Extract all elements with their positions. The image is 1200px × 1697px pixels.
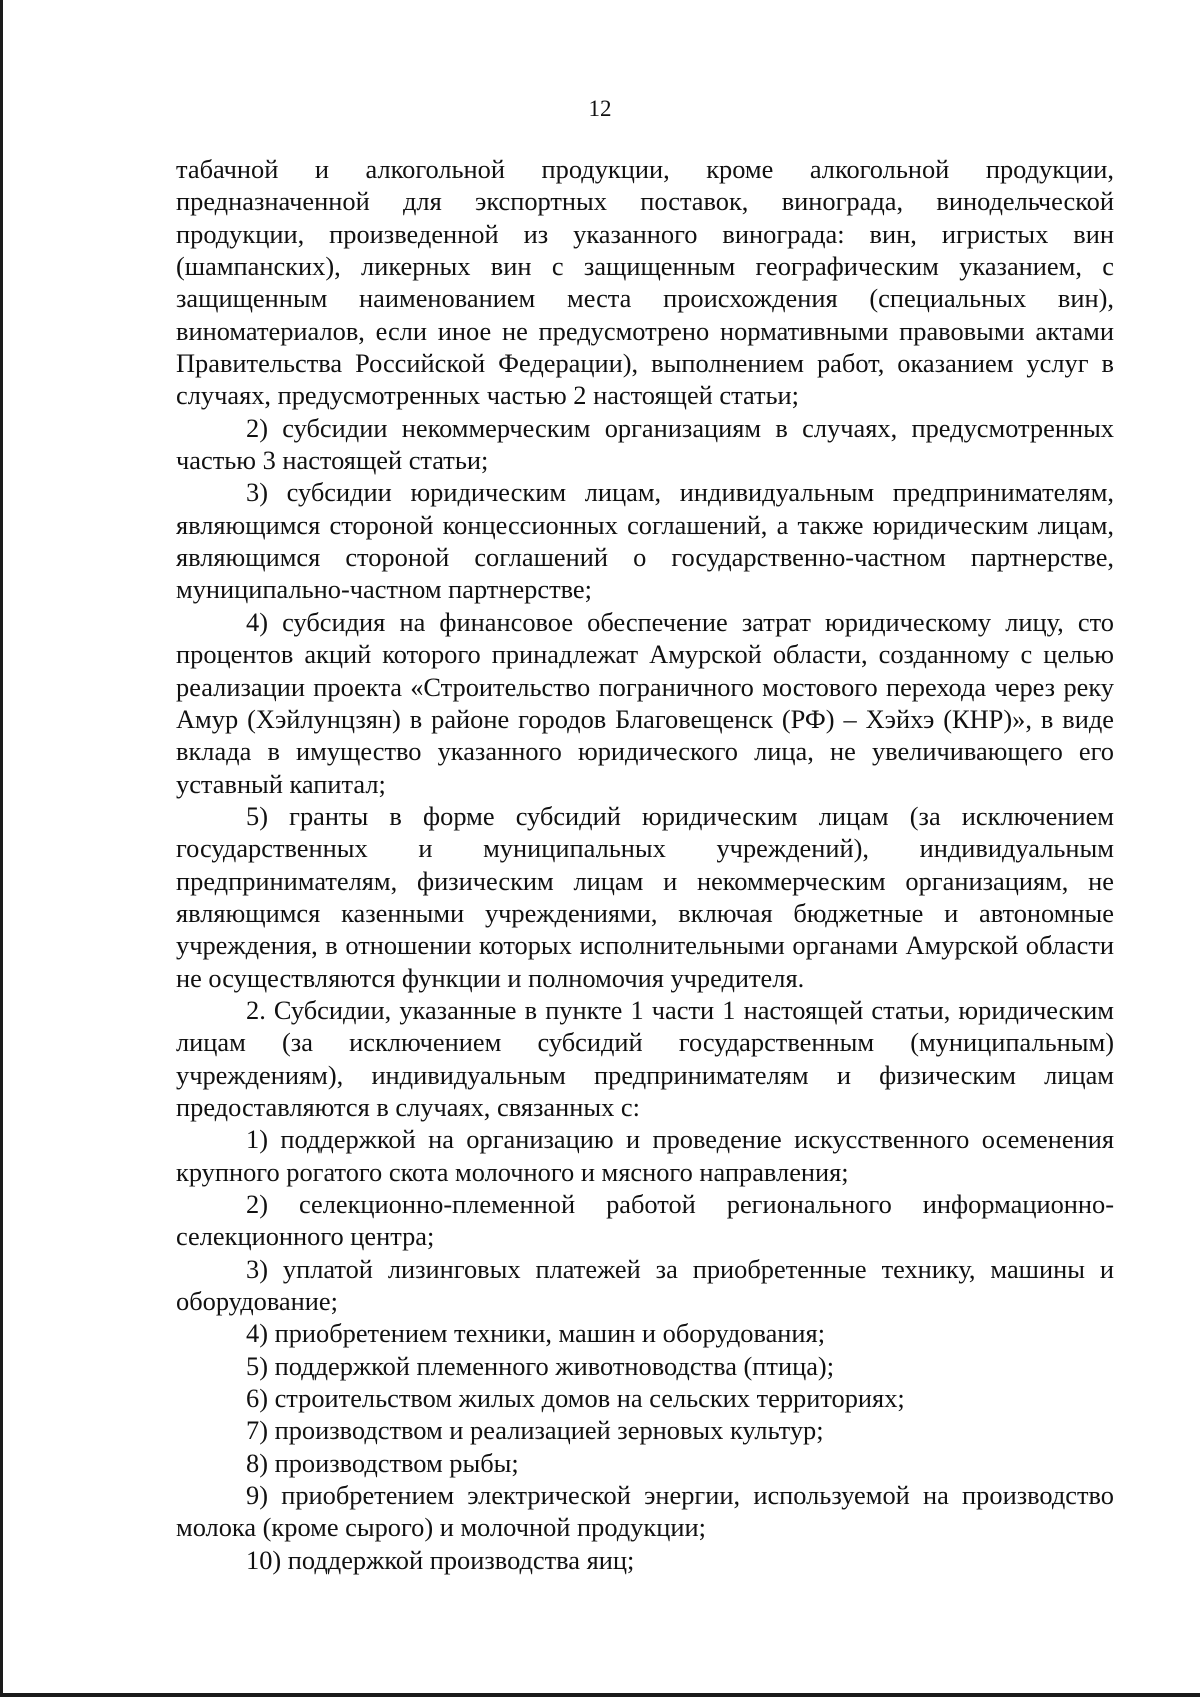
list-item-9: 9) приобретением электрической энергии, используемой на производство молока (кроме сырого) и молочной продукции; (176, 1480, 1114, 1543)
list-item-2: 2) селекционно-племенной работой регионального информационно-селекционного центра; (176, 1189, 1114, 1252)
scan-border-bottom (0, 1693, 1200, 1697)
list-item-10: 10) поддержкой производства яиц; (246, 1544, 635, 1575)
paragraph-continuation: табачной и алкогольной продукции, кроме алкогольной продукции, предназначенной для экспортных поставок, винограда, винодельческой продукции, произведенной из указанного винограда: вин, игристых вин (шампанских), ликерных вин с защищенным географическим указанием, с защищенным наименованием места происхождения (специальных вин), виноматериалов, если иное не предусмотрено нормативными правовыми актами Правительства Российской Федерации), выполнением работ, оказанием услуг в случаях, предусмотренных частью 2 настоящей статьи; (176, 154, 1114, 411)
paragraph-item-3-concession-subsidies: 3) субсидии юридическим лицам, индивидуальным предпринимателям, являющимся стороной концессионных соглашений, а также юридическим лицам, являющимся стороной соглашений о государственно-частном партнерстве, муниципально-частном партнерстве; (176, 477, 1114, 605)
list-item-3: 3) уплатой лизинговых платежей за приобретенные технику, машины и оборудование; (176, 1253, 1114, 1317)
list-item-1: 1) поддержкой на организацию и проведение искусственного осеменения крупного рогатого скота молочного и мясного направления; (176, 1124, 1114, 1187)
list-item-4: 4) приобретением техники, машин и оборудования; (246, 1318, 826, 1349)
scan-border-left (0, 0, 3, 1697)
list-item-8: 8) производством рыбы; (246, 1447, 519, 1478)
page-number: 12 (588, 96, 612, 121)
paragraph-section-2: 2. Субсидии, указанные в пункте 1 части 1 настоящей статьи, юридическим лицам (за исключением субсидий государственным (муниципальным) учреждениям), индивидуальным предпринимателям и физическим лицам предоставляются в случаях, связанных с: (176, 994, 1114, 1122)
list-item-6: 6) строительством жилых домов на сельских территориях; (246, 1383, 905, 1414)
list-item-5: 5) поддержкой племенного животноводства (птица); (246, 1350, 835, 1381)
paragraph-item-2-nonprofit-subsidies: 2) субсидии некоммерческим организациям в случаях, предусмотренных частью 3 настоящей статьи; (176, 412, 1114, 476)
paragraph-item-5-grants: 5) гранты в форме субсидий юридическим лицам (за исключением государственных и муниципальных учреждений), индивидуальным предпринимателям, физическим лицам и некоммерческим организациям, не являющимся казенными учреждениями, включая бюджетные и автономные учреждения, в отношении которых исполнительными органами Амурской области не осуществляются функции и полномочия учредителя. (176, 800, 1114, 993)
list-item-7: 7) производством и реализацией зерновых культур; (246, 1415, 824, 1446)
paragraph-item-4-bridge-subsidy: 4) субсидия на финансовое обеспечение затрат юридическому лицу, сто процентов акций которого принадлежат Амурской области, созданному с целью реализации проекта «Строительство пограничного мостового перехода через реку Амур (Хэйлунцзян) в районе городов Благовещенск (РФ) – Хэйхэ (КНР)», в виде вклада в имущество указанного юридического лица, не увеличивающего его уставный капитал; (176, 606, 1114, 799)
document-body (176, 153, 1114, 1576)
